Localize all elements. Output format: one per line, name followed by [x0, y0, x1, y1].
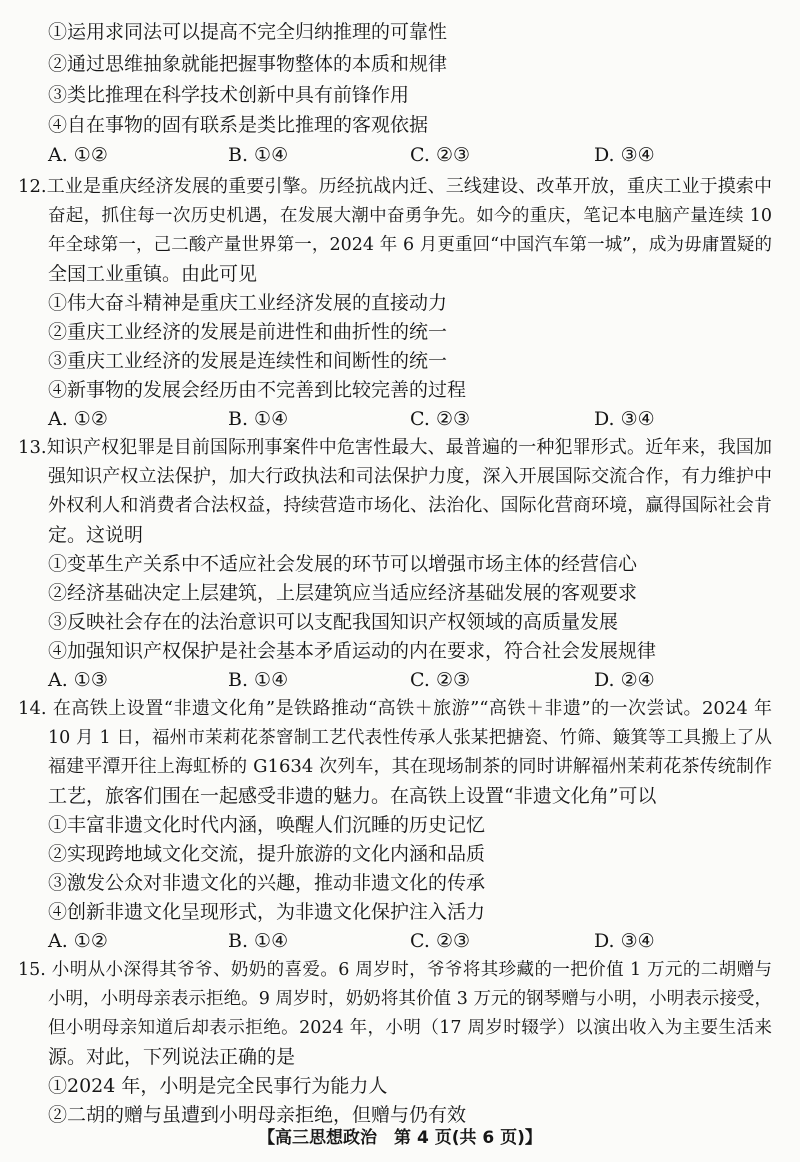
- question-stem-line: 12.工业是重庆经济发展的重要引擎。历经抗战内迁、三线建设、改革开放，重庆工业于摸索中: [18, 176, 772, 197]
- choice-d: D. ③④: [594, 408, 655, 430]
- question-stem-line: 但小明母亲知道后却表示拒绝。2024 年，小明（17 周岁时辍学）以演出收入为主要生活来: [48, 1018, 772, 1038]
- choice-d: D. ③④: [594, 144, 655, 166]
- option: ①丰富非遗文化时代内涵，唤醒人们沉睡的历史记忆: [48, 814, 486, 836]
- question-stem-line: 工艺，旅客们围在一起感受非遗的魅力。在高铁上设置“非遗文化角”可以: [48, 785, 657, 807]
- option: ③类比推理在科学技术创新中具有前锋作用: [48, 84, 410, 106]
- choice-a: A. ①②: [48, 930, 108, 952]
- choice-d: D. ②④: [594, 669, 655, 691]
- choice-c: C. ②③: [410, 408, 471, 430]
- choice-d: D. ③④: [594, 930, 655, 952]
- choice-a: A. ①③: [48, 669, 108, 691]
- option: ①2024 年，小明是完全民事行为能力人: [48, 1075, 388, 1097]
- answer-choices: [0, 929, 800, 953]
- question-stem-line: 源。对此，下列说法正确的是: [48, 1046, 296, 1068]
- option: ②重庆工业经济的发展是前进性和曲折性的统一: [48, 321, 448, 343]
- question-stem-line: 小明，小明母亲表示拒绝。9 周岁时，奶奶将其价值 3 万元的钢琴赠与小明，小明表示接受，: [48, 989, 772, 1009]
- page-footer: 【高三思想政治 第 4 页(共 6 页)】: [258, 1128, 542, 1148]
- option: ①伟大奋斗精神是重庆工业经济发展的直接动力: [48, 292, 448, 314]
- option: ④新事物的发展会经历由不完善到比较完善的过程: [48, 379, 467, 401]
- answer-choices: [0, 407, 800, 431]
- option: ①变革生产关系中不适应社会发展的环节可以增强市场主体的经营信心: [48, 553, 638, 575]
- question-stem-line: 10 月 1 日，福州市茉莉花茶窨制工艺代表性传承人张某把搪瓷、竹筛、簸箕等工具搬上了从: [48, 728, 772, 748]
- choice-b: B. ①④: [228, 408, 289, 430]
- question-stem-line: 14. 在高铁上设置“非遗文化角”是铁路推动“高铁＋旅游”“高铁＋非遗”的一次尝试。2024 年: [18, 698, 772, 719]
- question-stem-line: 13.知识产权犯罪是目前国际刑事案件中危害性最大、最普遍的一种犯罪形式。近年来，我国加: [18, 437, 772, 458]
- choice-c: C. ②③: [410, 144, 471, 166]
- question-stem-line: 外权利人和消费者合法权益，持续营造市场化、法治化、国际化营商环境，赢得国际社会肯: [48, 495, 772, 516]
- question-stem-line: 福建平潭开往上海虹桥的 G1634 次列车，其在现场制茶的同时讲解福州茉莉花茶传统制作: [48, 756, 772, 777]
- option: ①运用求同法可以提高不完全归纳推理的可靠性: [48, 21, 448, 43]
- question-stem-line: 年全球第一，己二酸产量世界第一，2024 年 6 月更重回“中国汽车第一城”，成为毋庸置疑的: [48, 235, 772, 255]
- option: ③重庆工业经济的发展是连续性和间断性的统一: [48, 350, 448, 372]
- option: ②二胡的赠与虽遭到小明母亲拒绝，但赠与仍有效: [48, 1104, 467, 1126]
- option: ②通过思维抽象就能把握事物整体的本质和规律: [48, 53, 448, 75]
- choice-c: C. ②③: [410, 930, 471, 952]
- option: ②经济基础决定上层建筑，上层建筑应当适应经济基础发展的客观要求: [48, 582, 638, 604]
- option: ③反映社会存在的法治意识可以支配我国知识产权领域的高质量发展: [48, 611, 619, 633]
- choice-c: C. ②③: [410, 669, 471, 691]
- question-stem-line: 奋起，抓住每一次历史机遇，在发展大潮中奋勇争先。如今的重庆，笔记本电脑产量连续 10: [48, 206, 772, 226]
- question-stem-line: 15. 小明从小深得其爷爷、奶奶的喜爱。6 周岁时，爷爷将其珍藏的一把价值 1 万元的二胡赠与: [18, 960, 772, 980]
- question-stem-line: 定。这说明: [48, 524, 144, 546]
- option: ④加强知识产权保护是社会基本矛盾运动的内在要求，符合社会发展规律: [48, 640, 657, 662]
- choice-b: B. ①④: [228, 669, 289, 691]
- option: ④创新非遗文化呈现形式，为非遗文化保护注入活力: [48, 901, 486, 923]
- question-stem-line: 全国工业重镇。由此可见: [48, 263, 258, 285]
- choice-a: A. ①②: [48, 408, 108, 430]
- answer-choices: [0, 668, 800, 692]
- choice-b: B. ①④: [228, 144, 289, 166]
- option: ③激发公众对非遗文化的兴趣，推动非遗文化的传承: [48, 872, 486, 894]
- option: ②实现跨地域文化交流，提升旅游的文化内涵和品质: [48, 843, 486, 865]
- choice-b: B. ①④: [228, 930, 289, 952]
- answer-choices: [0, 143, 800, 167]
- question-stem-line: 强知识产权立法保护，加大行政执法和司法保护力度，深入开展国际交流合作，有力维护中: [48, 466, 772, 487]
- choice-a: A. ①②: [48, 144, 108, 166]
- option: ④自在事物的固有联系是类比推理的客观依据: [48, 114, 429, 136]
